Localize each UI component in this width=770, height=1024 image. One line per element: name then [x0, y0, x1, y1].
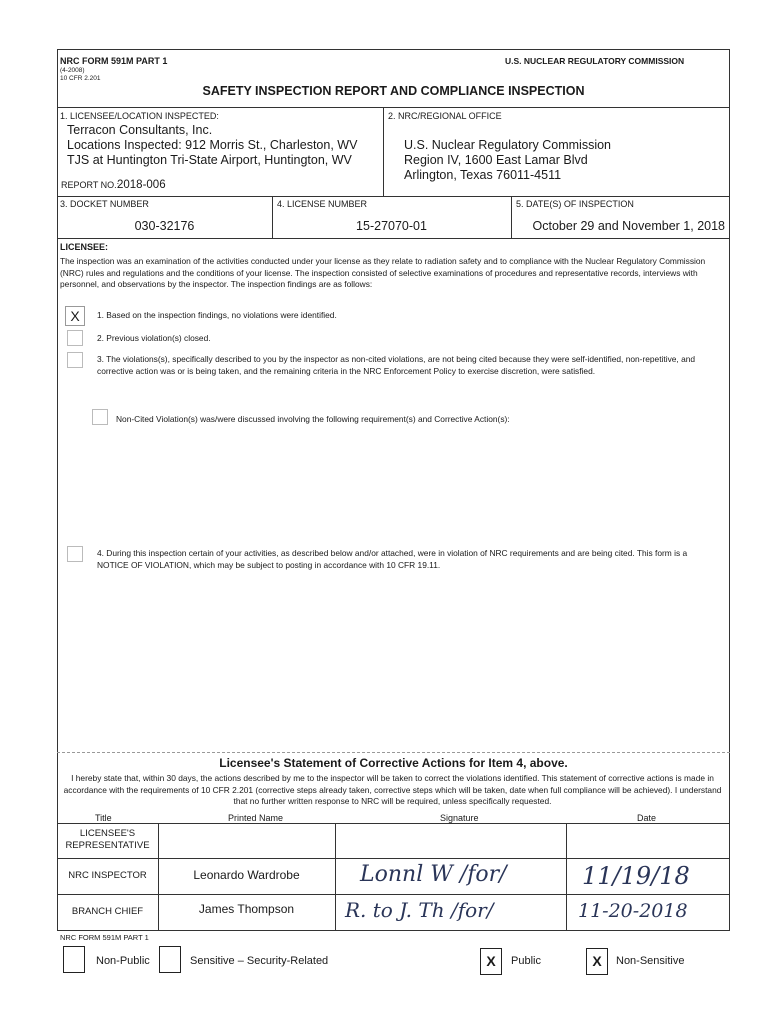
branch-chief-name: James Thompson: [198, 902, 295, 916]
statement-heading: Licensee's Statement of Corrective Actions for Item 4, above.: [219, 756, 568, 770]
licensee-name: Terracon Consultants, Inc.: [67, 123, 213, 137]
inspection-dates-label: 5. DATE(S) OF INSPECTION: [516, 199, 634, 209]
office-line-1: U.S. Nuclear Regulatory Commission: [404, 138, 612, 152]
item3-checkbox[interactable]: [67, 352, 83, 368]
item4-checkbox[interactable]: [67, 546, 83, 562]
row-title: BRANCH CHIEF: [71, 906, 144, 917]
item4-text: 4. During this inspection certain of your activities, as described below and/or attached, were in violation of NRC requirements and are being cited. This form is a NOTICE OF VIOLATION, which may be subject to posting in accordance with 10 CFR 19.11.: [97, 548, 688, 570]
form-date: (4-2008): [60, 67, 85, 74]
row-title: LICENSEE'S REPRESENTATIVE: [65, 828, 150, 851]
sensitive-label: Sensitive – Security-Related: [190, 955, 329, 967]
col-title: Title: [95, 813, 112, 823]
noncited-text: Non-Cited Violation(s) was/were discussed involving the following requirement(s) and Corrective Action(s):: [116, 414, 510, 424]
col-printed-name: Printed Name: [228, 813, 284, 823]
item2-text: 2. Previous violation(s) closed.: [97, 333, 211, 343]
branch-chief-date: 11-20-2018: [578, 900, 688, 922]
report-no: 2018-006: [117, 179, 166, 191]
inspection-intro: The inspection was an examination of the activities conducted under your license as they relate to radiation safety and to compliance with the Nuclear Regulatory Commission (NRC) rules and regulations and the conditions of your license. The inspection consisted of selective examinations of procedures and representative records, interviews with personnel, and observations by the inspector. The inspection findings are as follows:: [60, 256, 706, 289]
license-number: 15-27070-01: [356, 219, 427, 233]
office-line-3: Arlington, Texas 76011-4511: [404, 168, 562, 182]
public-checkbox[interactable]: X: [480, 948, 502, 975]
footer-form-id: NRC FORM 591M PART 1: [60, 933, 149, 942]
licensee-heading: LICENSEE:: [60, 242, 109, 252]
noncited-checkbox[interactable]: [92, 409, 108, 425]
cfr-reference: 10 CFR 2.201: [60, 75, 101, 82]
col-signature: Signature: [440, 813, 479, 823]
section1-label: 1. LICENSEE/LOCATION INSPECTED:: [60, 111, 219, 121]
non-public-checkbox[interactable]: [63, 946, 85, 973]
docket-label: 3. DOCKET NUMBER: [60, 199, 149, 209]
inspection-dates: October 29 and November 1, 2018: [532, 219, 725, 233]
sensitive-checkbox[interactable]: [159, 946, 181, 973]
form-id: NRC FORM 591M PART 1: [60, 56, 168, 66]
col-date: Date: [637, 813, 657, 823]
public-label: Public: [511, 955, 541, 967]
location-line-1: Locations Inspected: 912 Morris St., Charleston, WV: [67, 138, 358, 152]
statement-text: I hereby state that, within 30 days, the actions described by me to the inspector will be taken to correct the violations identified. This statement of corrective actions is made in accordance with the requirements of 10 CFR 2.201 (corrective steps already taken, corrective steps which will be taken, date when full compliance will be achieved). I understand that no further written response to NRC will be required, unless specifically requested.: [63, 773, 722, 806]
inspector-signature: Lonnl W /for/: [360, 862, 507, 887]
non-public-label: Non-Public: [96, 955, 150, 967]
office-line-2: Region IV, 1600 East Lamar Blvd: [404, 153, 588, 167]
branch-chief-signature: R. to J. Th /for/: [345, 898, 494, 922]
license-label: 4. LICENSE NUMBER: [277, 199, 368, 209]
section2-label: 2. NRC/REGIONAL OFFICE: [388, 111, 502, 121]
item3-text: 3. The violations(s), specifically described to you by the inspector as non-cited violations, are not being cited because they were self-identified, non-repetitive, and corrective action was or is being taken, and the remaining criteria in the NRC Enforcement Policy to exercise discretion, were satisfied.: [97, 354, 696, 376]
item1-checkbox[interactable]: X: [65, 306, 85, 326]
item2-checkbox[interactable]: [67, 330, 83, 346]
row-title: NRC INSPECTOR: [68, 870, 147, 881]
non-sensitive-label: Non-Sensitive: [616, 955, 685, 967]
item1-text: 1. Based on the inspection findings, no violations were identified.: [97, 310, 337, 320]
report-no-label: REPORT NO.:: [61, 180, 120, 190]
page-title: SAFETY INSPECTION REPORT AND COMPLIANCE INSPECTION: [202, 84, 585, 98]
docket-number: 030-32176: [134, 219, 195, 233]
inspector-date: 11/19/18: [582, 862, 690, 890]
location-line-2: TJS at Huntington Tri-State Airport, Huntington, WV: [67, 153, 352, 167]
inspector-name: Leonardo Wardrobe: [193, 868, 300, 882]
agency-name: U.S. NUCLEAR REGULATORY COMMISSION: [505, 56, 685, 66]
non-sensitive-checkbox[interactable]: X: [586, 948, 608, 975]
